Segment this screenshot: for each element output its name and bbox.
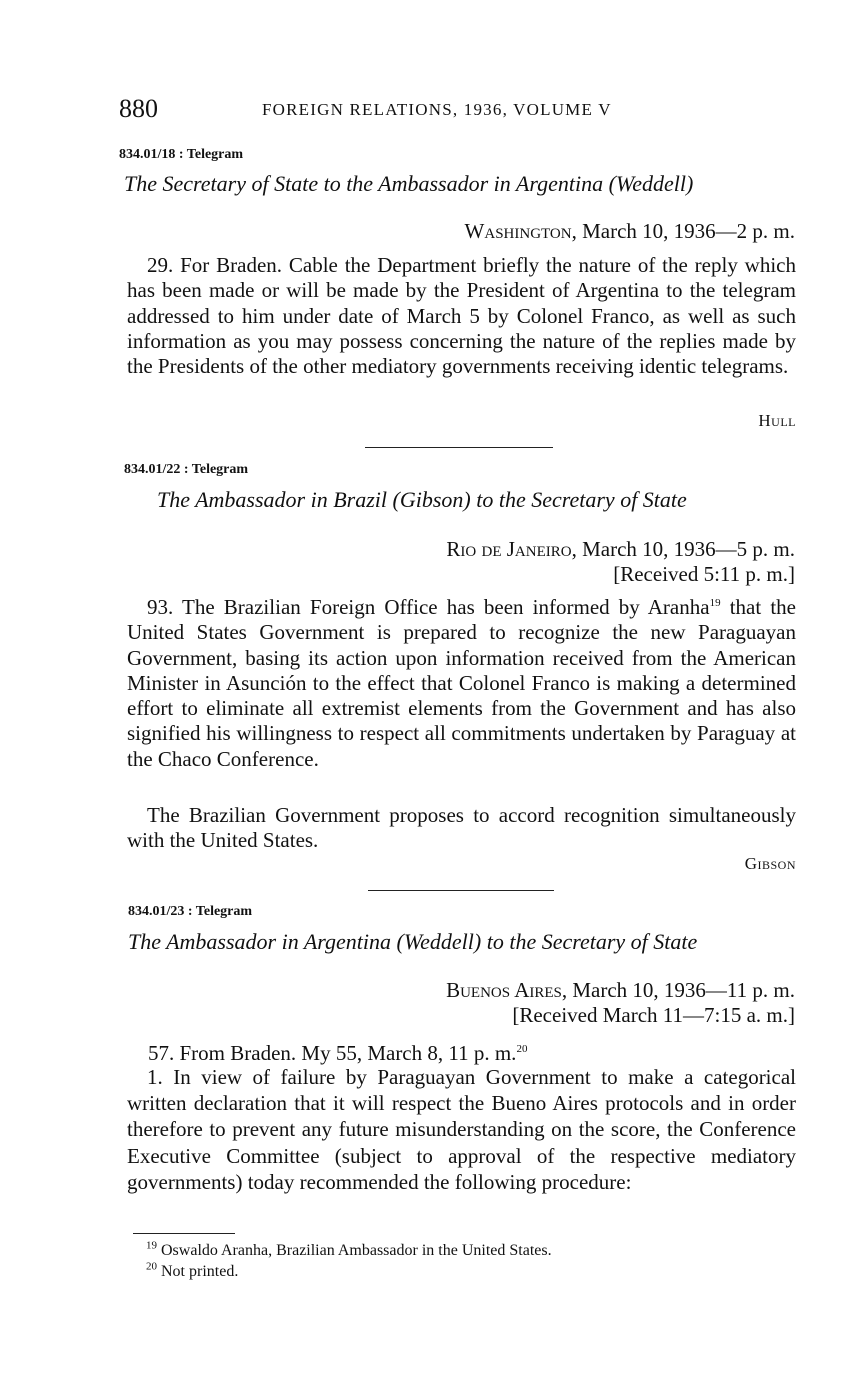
footnote-mark: 19	[146, 1239, 157, 1252]
doc1-title: The Secretary of State to the Ambassador in Argentina (Weddell)	[124, 171, 694, 196]
doc2-file-ref: 834.01/22 : Telegram	[124, 462, 249, 477]
doc1-dateline	[465, 218, 795, 244]
doc1-place: Washington	[464, 219, 572, 243]
doc1-date: , March 10, 1936—2 p. m.	[571, 219, 795, 243]
footnote-mark: 20	[146, 1260, 157, 1273]
footnote-ref-20: 20	[516, 1043, 528, 1055]
doc2-signature: Gibson	[744, 854, 796, 873]
section-divider	[365, 447, 553, 448]
footnote-19	[146, 1241, 552, 1261]
doc3-dateline	[446, 977, 795, 1003]
doc2-dateline	[446, 536, 795, 562]
footnote-20	[146, 1262, 238, 1282]
doc3-received: [Received March 11—7:15 a. m.]	[512, 1003, 795, 1027]
doc1-file-ref: 834.01/18 : Telegram	[119, 147, 244, 162]
doc2-received: [Received 5:11 p. m.]	[613, 562, 795, 586]
doc2-body-2: The Brazilian Government proposes to accord recognition simultaneously with the United States.	[127, 803, 796, 853]
doc3-body-1	[148, 1040, 527, 1066]
doc1-signature: Hull	[758, 411, 796, 430]
footnote-text: Oswaldo Aranha, Brazilian Ambassador in the United States.	[161, 1242, 552, 1259]
footnote-text: Not printed.	[161, 1263, 239, 1280]
doc3-file-ref: 834.01/23 : Telegram	[128, 904, 253, 919]
doc2-place: Rio de Janeiro	[446, 537, 572, 561]
doc3-body-2: 1. In view of failure by Paraguayan Government to make a categorical written declaration that it will respect the Bueno Aires protocols and in order therefore to prevent any future misunderstanding on the score, the Conference Executive Committee (subject to approval of the respective mediatory governments) today recommended the following procedure:	[127, 1065, 796, 1194]
doc3-title: The Ambassador in Argentina (Weddell) to the Secretary of State	[128, 929, 698, 954]
running-head: FOREIGN RELATIONS, 1936, VOLUME V	[262, 100, 612, 119]
doc2-body-1	[127, 595, 796, 772]
footnote-rule	[133, 1233, 235, 1234]
doc2-body-1a: 93. The Brazilian Foreign Office has been informed by Aranha	[147, 595, 710, 619]
section-divider	[368, 890, 554, 891]
page-number: 880	[119, 94, 158, 123]
doc3-date: , March 10, 1936—11 p. m.	[561, 978, 795, 1002]
footnote-ref-19: 19	[709, 597, 721, 609]
doc2-title: The Ambassador in Brazil (Gibson) to the Secretary of State	[157, 487, 687, 512]
doc2-date: , March 10, 1936—5 p. m.	[571, 537, 795, 561]
doc3-body-1a: 57. From Braden. My 55, March 8, 11 p. m.	[148, 1041, 517, 1065]
doc2-body-1b: that the United States Government is prepared to recognize the new Paraguayan Government, basing its action upon information received from the American Minister in Asunción to the effect that Colonel Franco is making a determined effort to eliminate all extremist elements from the Government and has also signified his willingness to respect all commitments undertaken by Paraguay at the Chaco Conference.	[127, 595, 796, 771]
doc1-body: 29. For Braden. Cable the Department briefly the nature of the reply which has been made or will be made by the President of Argentina to the telegram addressed to him under date of March 5 by Colonel Franco, as well as such information as you may possess concerning the nature of the replies made by the Presidents of the other mediatory governments receiving identic telegrams.	[127, 253, 796, 379]
doc3-place: Buenos Aires	[446, 978, 562, 1002]
